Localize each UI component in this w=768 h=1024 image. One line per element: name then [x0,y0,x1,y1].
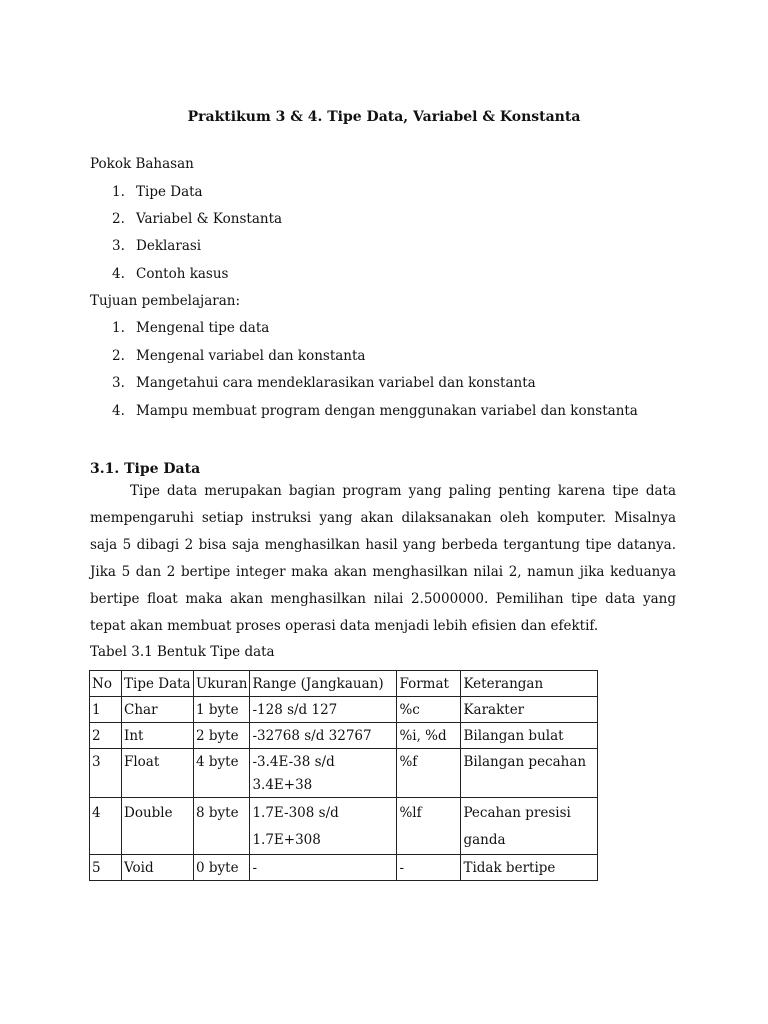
table-cell: %f [397,749,461,798]
table-cell: 1 byte [194,697,250,723]
table-cell: Double [122,798,194,855]
table-cell: Char [122,697,194,723]
table-cell: - [250,855,397,881]
table-header-cell: Ukuran [194,671,250,697]
table-cell: 4 byte [194,749,250,798]
table-row [90,723,598,749]
page-title: Praktikum 3 & 4. Tipe Data, Variabel & Konstanta [187,109,581,125]
item-text: Mampu membuat program dengan menggunakan variabel dan konstanta [136,403,638,419]
tujuan-label: Tujuan pembelajaran: [90,293,241,309]
table-cell: Pecahan presisi ganda [461,798,598,855]
item-number: 4. [112,266,125,282]
tujuan-item [112,348,365,364]
table-cell: 8 byte [194,798,250,855]
table-cell: Bilangan pecahan [461,749,598,798]
pokok-item [112,266,228,282]
item-text: Tipe Data [136,184,203,200]
table-header-cell: Keterangan [461,671,598,697]
item-number: 2. [112,211,125,227]
table-cell: -32768 s/d 32767 [250,723,397,749]
table-cell: -128 s/d 127 [250,697,397,723]
table-row [90,749,598,798]
item-text: Mengenal variabel dan konstanta [136,348,366,364]
table-row [90,697,598,723]
tujuan-item [112,375,536,391]
item-text: Deklarasi [136,238,202,254]
table-cell: %c [397,697,461,723]
table-cell: %lf [397,798,461,855]
data-type-table [89,670,598,881]
section-heading: 3.1. Tipe Data [90,461,201,477]
item-text: Variabel & Konstanta [136,211,283,227]
item-number: 1. [112,320,125,336]
pokok-item [112,184,203,200]
item-text: Contoh kasus [136,266,229,282]
tujuan-item [112,320,269,336]
table-cell: 3 [90,749,122,798]
table-cell: 2 byte [194,723,250,749]
table-header-cell: Tipe Data [122,671,194,697]
table-cell: 4 [90,798,122,855]
table-row [90,855,598,881]
table-cell: Karakter [461,697,598,723]
pokok-bahasan-label: Pokok Bahasan [90,156,194,172]
item-number: 1. [112,184,125,200]
table-cell: Int [122,723,194,749]
table-cell: %i, %d [397,723,461,749]
table-header-cell: Format [397,671,461,697]
table-cell: 1 [90,697,122,723]
pokok-item [112,238,201,254]
table-cell: -3.4E-38 s/d 3.4E+38 [250,749,397,798]
table-cell: 1.7E-308 s/d 1.7E+308 [250,798,397,855]
table-header-cell: No [90,671,122,697]
item-text: Mangetahui cara mendeklarasikan variabel dan konstanta [136,375,536,391]
table-caption: Tabel 3.1 Bentuk Tipe data [90,644,275,660]
table-cell: Void [122,855,194,881]
item-number: 2. [112,348,125,364]
item-number: 3. [112,375,125,391]
item-text: Mengenal tipe data [136,320,270,336]
paragraph-text: Tipe data merupakan bagian program yang paling penting karena tipe data mempengaruhi setiap instruksi yang akan dilaksanakan oleh komputer. Misalnya saja 5 dibagi 2 bisa saja menghasilkan hasil yang berbeda tergantung tipe datanya. Jika 5 dan 2 bertipe integer maka akan menghasilkan nilai 2, namun jika keduanya bertipe float maka akan menghasilkan nilai 2.5000000. Pemilihan tipe data yang tepat akan membuat proses operasi data menjadi lebih efisien dan efektif. [90,483,676,634]
table-cell: 2 [90,723,122,749]
table-cell: Bilangan bulat [461,723,598,749]
table-cell: 5 [90,855,122,881]
table-header-row [90,671,598,697]
table-cell: 0 byte [194,855,250,881]
item-number: 4. [112,403,125,419]
table-cell: Tidak bertipe [461,855,598,881]
body-paragraph [90,478,676,640]
pokok-item [112,211,282,227]
tujuan-item [112,403,638,419]
item-number: 3. [112,238,125,254]
table-cell: Float [122,749,194,798]
table-cell: - [397,855,461,881]
table-row [90,798,598,855]
table-header-cell: Range (Jangkauan) [250,671,397,697]
